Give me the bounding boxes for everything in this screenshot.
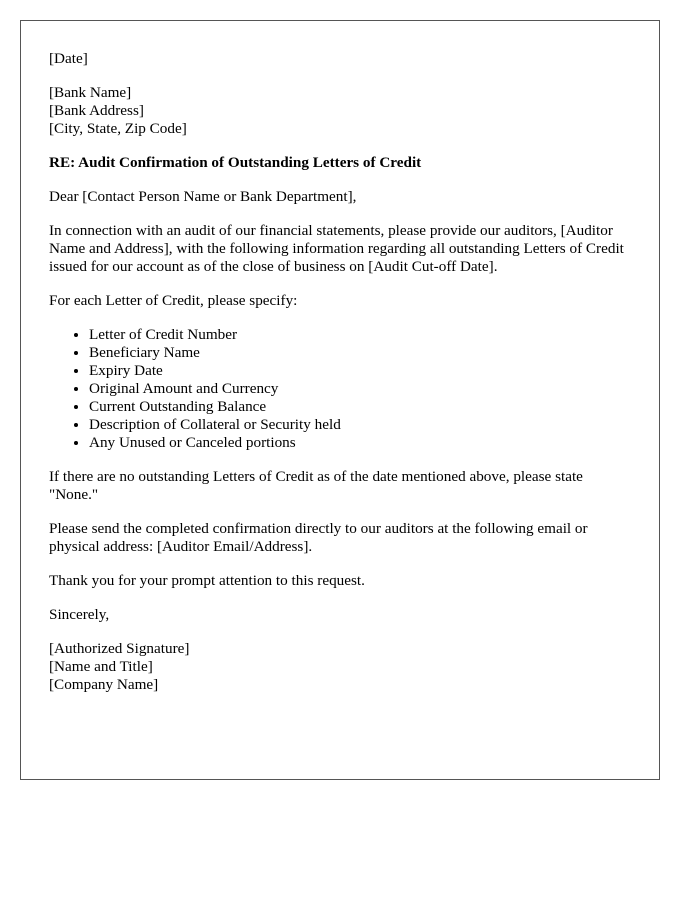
bank-address: [Bank Address] <box>49 102 144 119</box>
bank-name: [Bank Name] <box>49 84 132 101</box>
letter-date: [Date] <box>49 50 88 67</box>
salutation: Dear [Contact Person Name or Bank Department], <box>49 188 357 205</box>
signature-block <box>49 640 631 694</box>
none-note: If there are no outstanding Letters of Credit as of the date mentioned above, please state "None." <box>49 468 583 503</box>
closing: Sincerely, <box>49 606 110 623</box>
letter-page <box>20 20 660 780</box>
list-item: • Beneficiary Name <box>89 344 631 362</box>
list-intro: For each Letter of Credit, please specify: <box>49 292 298 309</box>
list-item: • Letter of Credit Number <box>89 326 631 344</box>
requested-info-list <box>49 326 631 452</box>
subject-line: RE: Audit Confirmation of Outstanding Letters of Credit <box>49 154 422 171</box>
send-instructions: Please send the completed confirmation directly to our auditors at the following email or physical address: [Auditor Email/Address]. <box>49 520 588 555</box>
intro-paragraph: In connection with an audit of our financial statements, please provide our auditors, [Auditor Name and Address], with the following information regarding all outstanding Letters of Credit issued for our account as of the close of business on [Audit Cut-off Date]. <box>49 222 624 275</box>
thanks-line: Thank you for your prompt attention to this request. <box>49 572 365 589</box>
company-name: [Company Name] <box>49 676 159 693</box>
authorized-signature: [Authorized Signature] <box>49 640 190 657</box>
list-item: • Any Unused or Canceled portions <box>89 434 631 452</box>
name-and-title: [Name and Title] <box>49 658 153 675</box>
city-state-zip: [City, State, Zip Code] <box>49 120 187 137</box>
list-item: • Description of Collateral or Security held <box>89 416 631 434</box>
recipient-address-block <box>49 84 631 138</box>
list-item: • Expiry Date <box>89 362 631 380</box>
list-item: • Original Amount and Currency <box>89 380 631 398</box>
list-item: • Current Outstanding Balance <box>89 398 631 416</box>
